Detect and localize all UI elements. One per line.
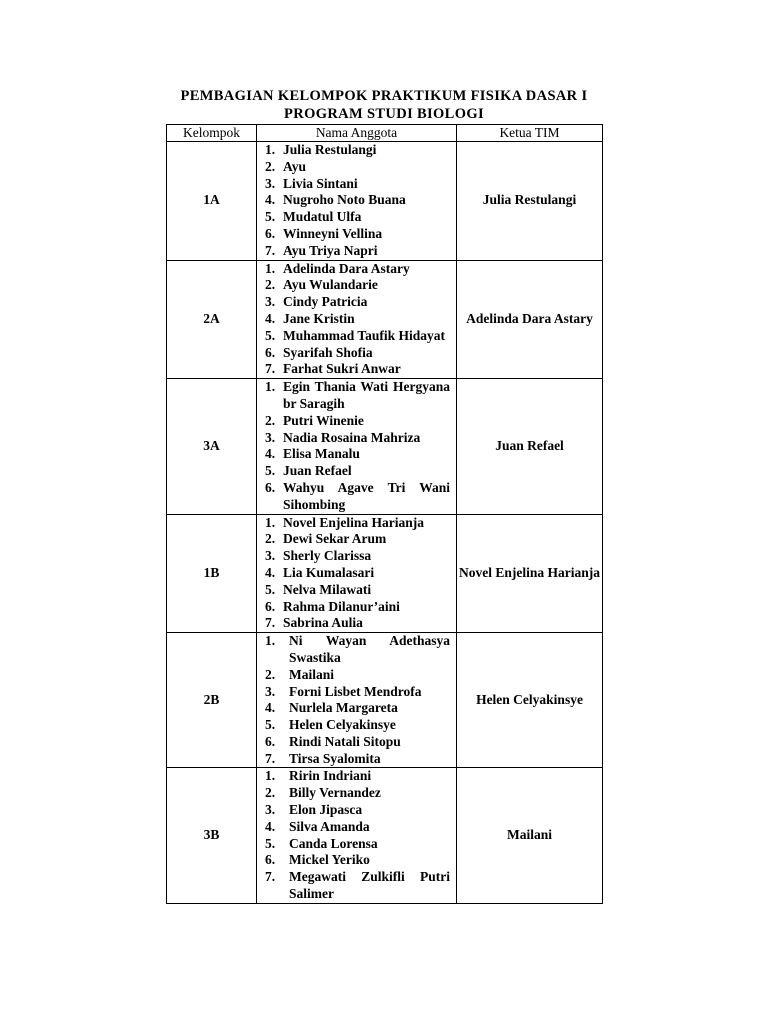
member-name: Lia Kumalasari (283, 564, 375, 580)
member-item (265, 515, 450, 532)
member-name: Putri Winenie (283, 412, 364, 428)
member-item (265, 379, 450, 413)
leader-name: Mailani (457, 768, 603, 903)
member-name: Forni Lisbet Mendrofa (289, 683, 422, 699)
member-name: Megawati Zulkifli Putri Salimer (289, 869, 450, 902)
member-name: Nurlela Margareta (289, 700, 398, 716)
table-row (167, 633, 603, 768)
member-number: 2. (265, 666, 276, 682)
member-number: 6. (265, 344, 276, 360)
member-item (265, 717, 450, 734)
member-number: 5. (265, 835, 276, 851)
member-number: 6. (265, 479, 276, 495)
member-number: 6. (265, 225, 276, 241)
member-name: Mailani (289, 666, 335, 682)
member-name: Elisa Manalu (283, 446, 360, 462)
members-list (257, 515, 456, 633)
members-cell (257, 379, 457, 514)
table-header-row (167, 125, 603, 142)
member-number: 7. (265, 615, 276, 631)
group-code: 2B (167, 633, 257, 768)
member-number: 2. (265, 785, 276, 801)
member-item (265, 209, 450, 226)
member-name: Canda Lorensa (289, 835, 378, 851)
member-number: 1. (265, 379, 276, 395)
member-number: 3. (265, 294, 276, 310)
member-number: 1. (265, 260, 276, 276)
member-name: Ayu Triya Napri (283, 242, 378, 258)
member-item (265, 734, 450, 751)
member-name: Billy Vernandez (289, 785, 381, 801)
group-code: 2A (167, 260, 257, 379)
member-number: 2. (265, 158, 276, 174)
member-name: Tirsa Syalomita (289, 750, 381, 766)
members-cell (257, 142, 457, 261)
member-item (265, 869, 450, 903)
member-item (265, 446, 450, 463)
member-name: Rindi Natali Sitopu (289, 733, 401, 749)
member-item (265, 480, 450, 514)
table-row (167, 260, 603, 379)
member-number: 5. (265, 327, 276, 343)
table-row (167, 142, 603, 261)
member-item (265, 142, 450, 159)
member-number: 3. (265, 548, 276, 564)
table-row (167, 768, 603, 903)
member-number: 2. (265, 277, 276, 293)
member-name: Ayu (283, 158, 307, 174)
members-cell (257, 514, 457, 633)
member-number: 2. (265, 531, 276, 547)
member-name: Wahyu Agave Tri Wani Sihombing (283, 479, 450, 512)
leader-name: Adelinda Dara Astary (457, 260, 603, 379)
member-name: Novel Enjelina Harianja (283, 514, 424, 530)
leader-name: Julia Restulangi (457, 142, 603, 261)
member-number: 5. (265, 581, 276, 597)
member-number: 1. (265, 142, 276, 157)
member-name: Ayu Wulandarie (283, 277, 378, 293)
member-name: Ni Wayan Adethasya Swastika (289, 633, 450, 665)
group-table (166, 124, 603, 904)
table-row (167, 514, 603, 633)
member-name: Jane Kristin (283, 310, 355, 326)
member-name: Ririn Indriani (289, 768, 372, 784)
member-number: 4. (265, 446, 276, 462)
group-code: 3A (167, 379, 257, 514)
member-name: Egin Thania Wati Hergyana br Saragih (283, 379, 450, 411)
member-item (265, 328, 450, 345)
member-number: 1. (265, 768, 276, 784)
member-item (265, 768, 450, 785)
member-name: Winneyni Vellina (283, 225, 383, 241)
document-subtitle: PROGRAM STUDI BIOLOGI (284, 106, 484, 122)
members-cell (257, 768, 457, 903)
member-item (265, 785, 450, 802)
member-item (265, 836, 450, 853)
member-name: Nelva Milawati (283, 581, 372, 597)
member-item (265, 176, 450, 193)
member-item (265, 751, 450, 768)
member-name: Mudatul Ulfa (283, 209, 362, 225)
member-number: 7. (265, 869, 276, 885)
member-number: 7. (265, 242, 276, 258)
table-row (167, 379, 603, 514)
member-item (265, 531, 450, 548)
member-item (265, 565, 450, 582)
header-leader: Ketua TIM (457, 125, 603, 142)
member-item (265, 311, 450, 328)
member-item (265, 852, 450, 869)
header-group: Kelompok (167, 125, 257, 142)
member-item (265, 413, 450, 430)
member-number: 4. (265, 192, 276, 208)
members-list (257, 379, 456, 513)
header-members: Nama Anggota (257, 125, 457, 142)
member-item (265, 548, 450, 565)
member-name: Juan Refael (283, 463, 352, 479)
member-name: Adelinda Dara Astary (283, 260, 410, 276)
leader-name: Novel Enjelina Harianja (457, 514, 603, 633)
member-name: Julia Restulangi (283, 142, 377, 157)
member-number: 1. (265, 514, 276, 530)
member-item (265, 633, 450, 667)
member-item (265, 226, 450, 243)
member-name: Helen Celyakinsye (289, 717, 396, 733)
member-item (265, 192, 450, 209)
member-item (265, 361, 450, 378)
member-number: 4. (265, 818, 276, 834)
member-item (265, 802, 450, 819)
member-number: 3. (265, 429, 276, 445)
member-item (265, 159, 450, 176)
member-item (265, 599, 450, 616)
member-number: 2. (265, 412, 276, 428)
member-number: 6. (265, 733, 276, 749)
member-number: 4. (265, 700, 276, 716)
member-number: 1. (265, 633, 276, 649)
member-number: 7. (265, 361, 276, 377)
member-item (265, 294, 450, 311)
members-list (257, 768, 456, 902)
member-item (265, 277, 450, 294)
member-name: Sabrina Aulia (283, 615, 363, 631)
leader-name: Juan Refael (457, 379, 603, 514)
members-cell (257, 633, 457, 768)
group-code: 1B (167, 514, 257, 633)
member-number: 5. (265, 717, 276, 733)
member-number: 3. (265, 683, 276, 699)
member-item (265, 819, 450, 836)
member-number: 5. (265, 463, 276, 479)
member-item (265, 463, 450, 480)
member-item (265, 261, 450, 278)
member-item (265, 430, 450, 447)
document-title: PEMBAGIAN KELOMPOK PRAKTIKUM FISIKA DASAR I (180, 88, 588, 104)
member-name: Nugroho Noto Buana (283, 192, 406, 208)
member-name: Nadia Rosaina Mahriza (283, 429, 421, 445)
member-name: Muhammad Taufik Hidayat (283, 327, 446, 343)
member-name: Cindy Patricia (283, 294, 368, 310)
leader-name: Helen Celyakinsye (457, 633, 603, 768)
members-list (257, 261, 456, 379)
member-number: 6. (265, 852, 276, 868)
member-name: Elon Jipasca (289, 802, 363, 818)
member-number: 4. (265, 564, 276, 580)
group-code: 1A (167, 142, 257, 261)
member-item (265, 582, 450, 599)
member-name: Sherly Clarissa (283, 548, 372, 564)
member-name: Silva Amanda (289, 818, 370, 834)
member-number: 5. (265, 209, 276, 225)
member-name: Livia Sintani (283, 175, 358, 191)
member-item (265, 615, 450, 632)
member-item (265, 684, 450, 701)
member-number: 4. (265, 310, 276, 326)
member-item (265, 345, 450, 362)
members-list (257, 633, 456, 767)
group-code: 3B (167, 768, 257, 903)
member-number: 3. (265, 802, 276, 818)
member-number: 3. (265, 175, 276, 191)
member-name: Rahma Dilanur’aini (283, 598, 400, 614)
member-number: 7. (265, 750, 276, 766)
member-name: Farhat Sukri Anwar (283, 361, 401, 377)
member-item (265, 243, 450, 260)
members-cell (257, 260, 457, 379)
member-name: Dewi Sekar Arum (283, 531, 387, 547)
member-item (265, 667, 450, 684)
members-list (257, 142, 456, 260)
member-name: Syarifah Shofia (283, 344, 373, 360)
member-number: 6. (265, 598, 276, 614)
member-item (265, 700, 450, 717)
member-name: Mickel Yeriko (289, 852, 370, 868)
